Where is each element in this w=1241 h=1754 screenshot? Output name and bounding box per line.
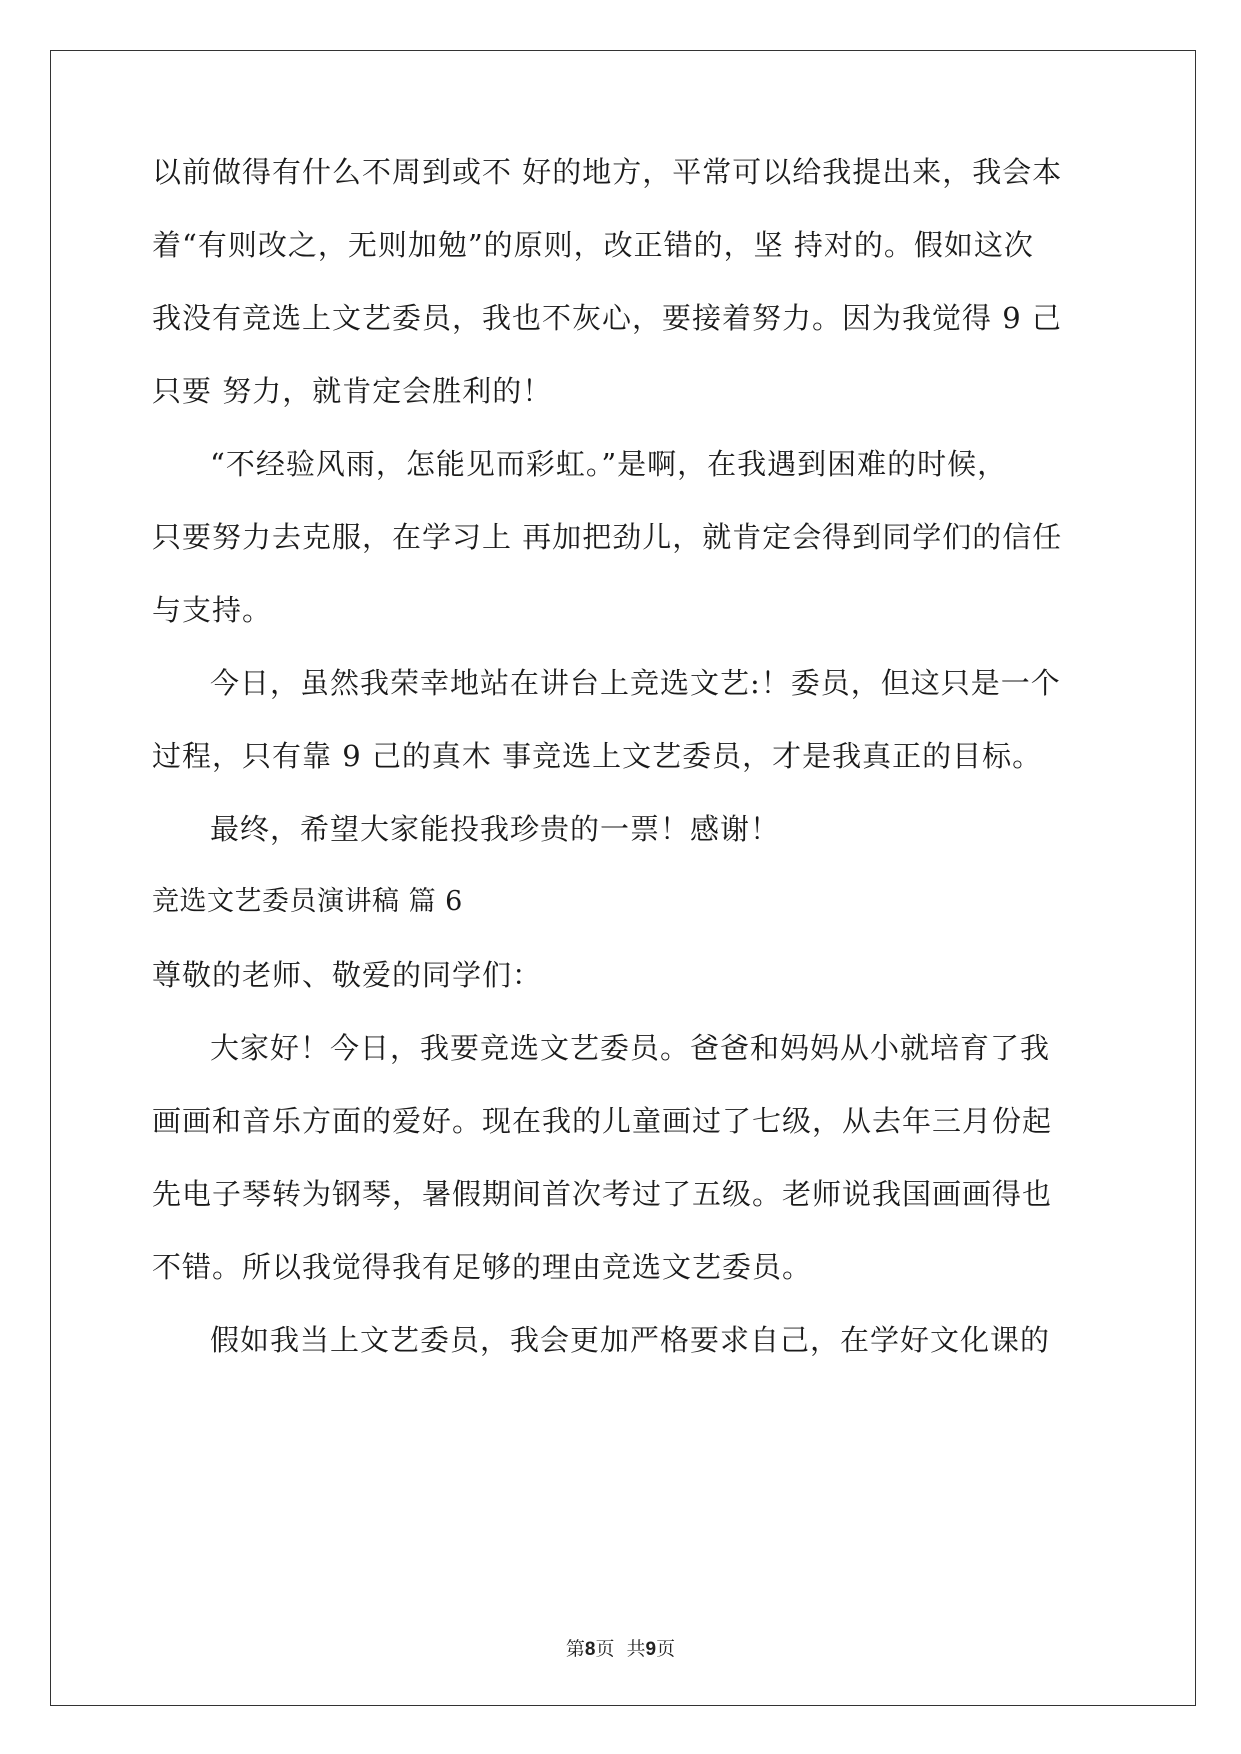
- text-line: 我没有竞选上文艺委员，我也不灰心，要接着努力。因为我觉得 9 己: [152, 301, 1062, 335]
- text-line: 画画和音乐方面的爱好。现在我的儿童画过了七级，从去年三月份起: [152, 1104, 1053, 1138]
- text-line: 着“有则改之，无则加勉”的原则，改正错的，坚 持对的。假如这次: [152, 228, 1034, 262]
- paragraph-start: 今日，虽然我荣幸地站在讲台上竞选文艺:！委员，但这只是一个: [210, 666, 1061, 700]
- paragraph-start: “不经验风雨，怎能见而彩虹。”是啊，在我遇到困难的时候，: [210, 447, 1008, 481]
- page-footer: [0, 1634, 1241, 1661]
- text-line: 只要努力去克服，在学习上 再加把劲儿，就肯定会得到同学们的信任: [152, 520, 1063, 554]
- total-pages-number: 9: [645, 1639, 657, 1660]
- text-line: 只要 努力，就肯定会胜利的！: [152, 374, 553, 408]
- section-heading: 竞选文艺委员演讲稿 篇 6: [152, 886, 463, 917]
- paragraph-start: 大家好！今日，我要竞选文艺委员。爸爸和妈妈从小就培育了我: [210, 1031, 1051, 1065]
- paragraph-start: 假如我当上文艺委员，我会更加严格要求自己，在学好文化课的: [210, 1323, 1051, 1357]
- text-line: 不错。所以我觉得我有足够的理由竞选文艺委员。: [152, 1250, 813, 1284]
- footer-middle: 页 共: [595, 1638, 646, 1660]
- text-line: 先电子琴转为钢琴，暑假期间首次考过了五级。老师说我国画画得也: [152, 1177, 1053, 1211]
- text-line: 以前做得有什么不周到或不 好的地方，平常可以给我提出来，我会本: [152, 155, 1063, 189]
- text-line: 过程，只有靠 9 己的真木 事竞选上文艺委员，才是我真正的目标。: [152, 739, 1043, 773]
- current-page-number: 8: [584, 1639, 596, 1660]
- footer-prefix: 第: [565, 1638, 585, 1660]
- text-line: 与支持。: [152, 593, 273, 627]
- salutation: 尊敬的老师、敬爱的同学们：: [152, 958, 543, 992]
- footer-suffix: 页: [656, 1638, 676, 1660]
- paragraph-start: 最终，希望大家能投我珍贵的一票！感谢！: [210, 812, 781, 846]
